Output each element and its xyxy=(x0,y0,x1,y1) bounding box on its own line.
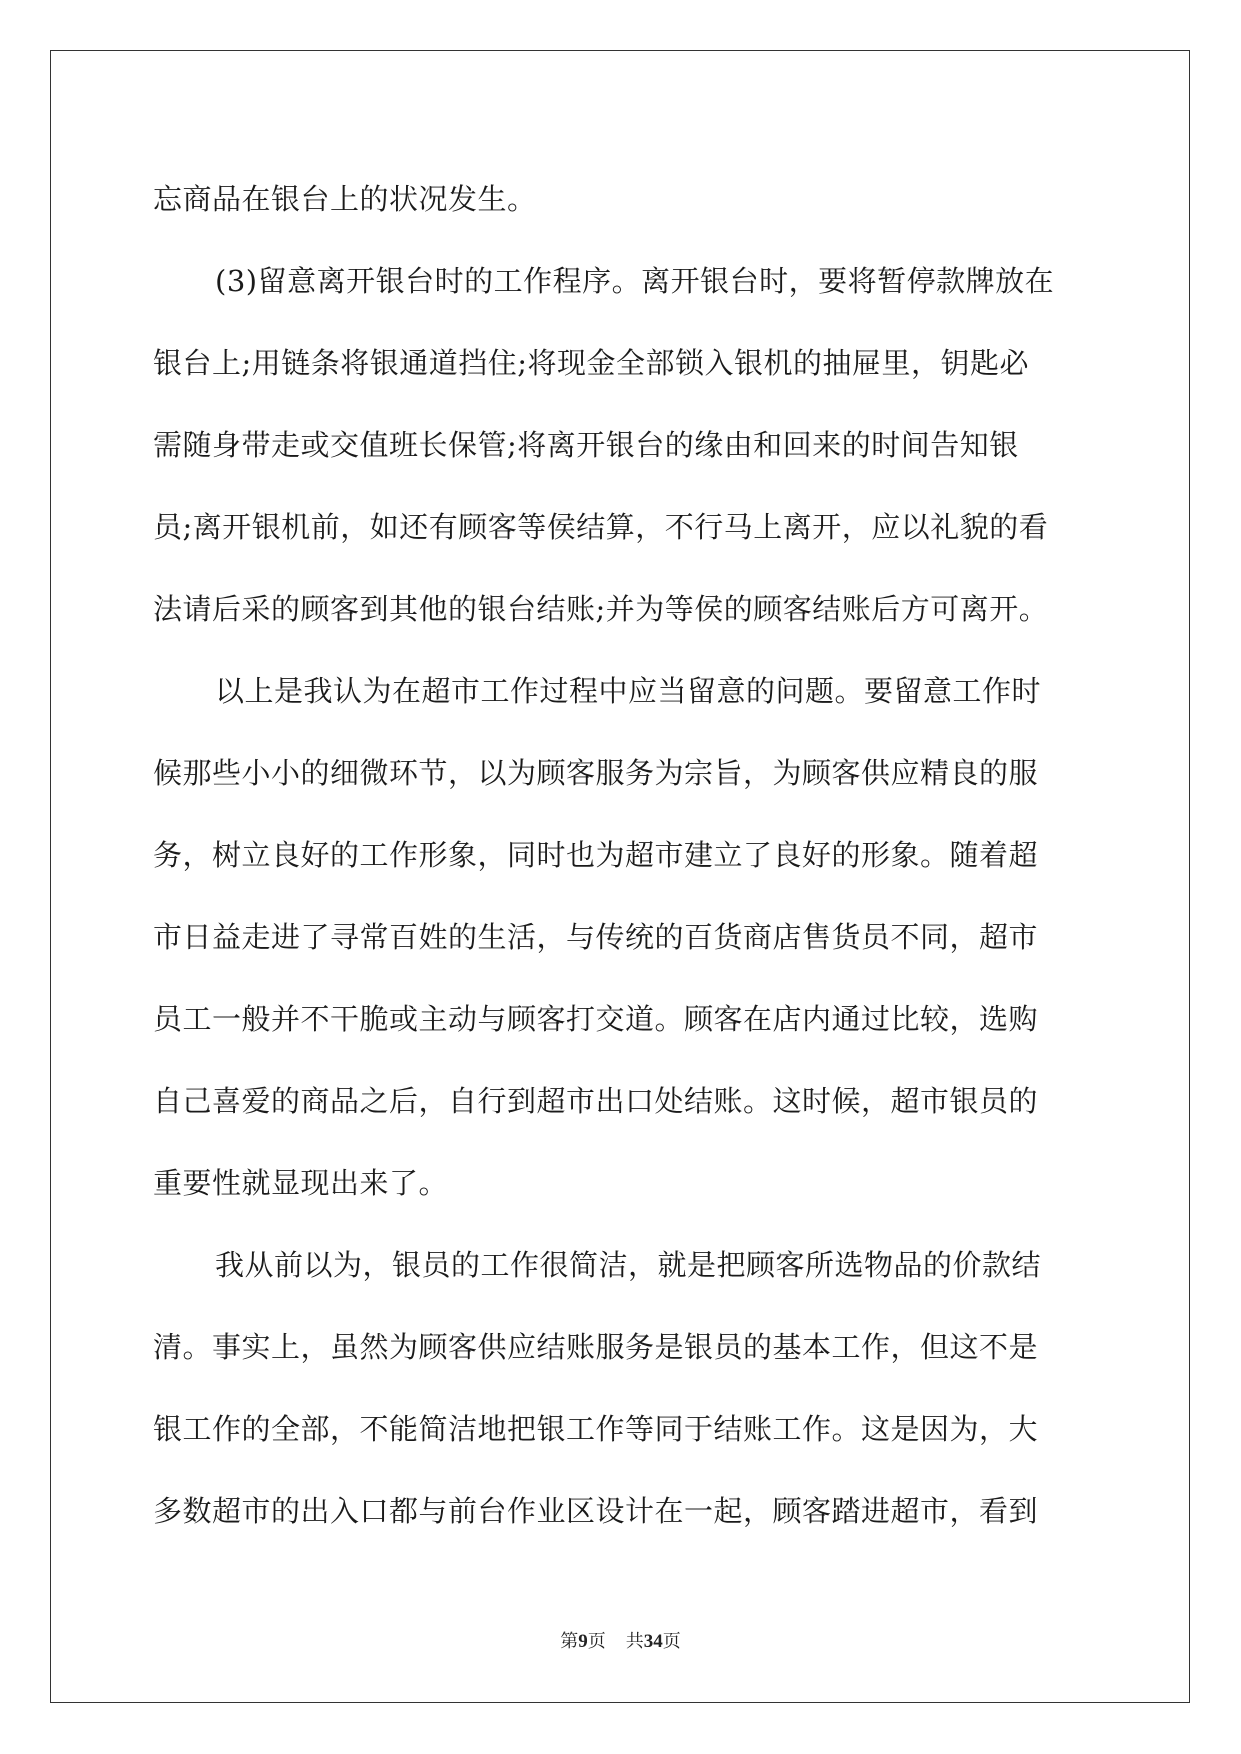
text-line: 银工作的全部，不能简洁地把银工作等同于结账工作。这是因为，大 xyxy=(153,1412,1039,1446)
paragraph-start-line: (3)留意离开银台时的工作程序。离开银台时，要将暂停款牌放在 xyxy=(215,264,1055,298)
document-body xyxy=(153,158,1088,1552)
text-line: 自己喜爱的商品之后，自行到超市出口处结账。这时候，超市银员的 xyxy=(153,1084,1039,1118)
text-line: 员工一般并不干脆或主动与顾客打交道。顾客在店内通过比较，选购 xyxy=(153,1002,1039,1036)
footer-page-number: 9 xyxy=(578,1631,588,1652)
text-line: 员;离开银机前，如还有顾客等侯结算，不行马上离开，应以礼貌的看 xyxy=(153,510,1049,544)
text-line: 忘商品在银台上的状况发生。 xyxy=(153,182,537,216)
text-line: 务，树立良好的工作形象，同时也为超市建立了良好的形象。随着超 xyxy=(153,838,1039,872)
footer-total-pages: 34 xyxy=(643,1631,663,1652)
footer-page-suffix: 页 xyxy=(587,1631,606,1652)
text-line: 清。事实上，虽然为顾客供应结账服务是银员的基本工作，但这不是 xyxy=(153,1330,1039,1364)
footer-page-prefix: 第 xyxy=(560,1631,579,1652)
paragraph-start-line: 以上是我认为在超市工作过程中应当留意的问题。要留意工作时 xyxy=(215,674,1042,708)
text-line: 需随身带走或交值班长保管;将离开银台的缘由和回来的时间告知银 xyxy=(153,428,1019,462)
text-line: 市日益走进了寻常百姓的生活，与传统的百货商店售货员不同，超市 xyxy=(153,920,1039,954)
text-line: 重要性就显现出来了。 xyxy=(153,1166,449,1200)
footer-total-prefix: 共 xyxy=(625,1631,644,1652)
paragraph-start-line: 我从前以为，银员的工作很简洁，就是把顾客所选物品的价款结 xyxy=(215,1248,1042,1282)
footer-total-suffix: 页 xyxy=(662,1631,681,1652)
page-footer xyxy=(0,1627,1241,1653)
text-line: 候那些小小的细微环节，以为顾客服务为宗旨，为顾客供应精良的服 xyxy=(153,756,1039,790)
text-line: 多数超市的出入口都与前台作业区设计在一起，顾客踏进超市，看到 xyxy=(153,1494,1039,1528)
text-line: 银台上;用链条将银通道挡住;将现金全部锁入银机的抽屉里，钥匙必 xyxy=(153,346,1030,380)
text-line: 法请后采的顾客到其他的银台结账;并为等侯的顾客结账后方可离开。 xyxy=(153,592,1049,626)
